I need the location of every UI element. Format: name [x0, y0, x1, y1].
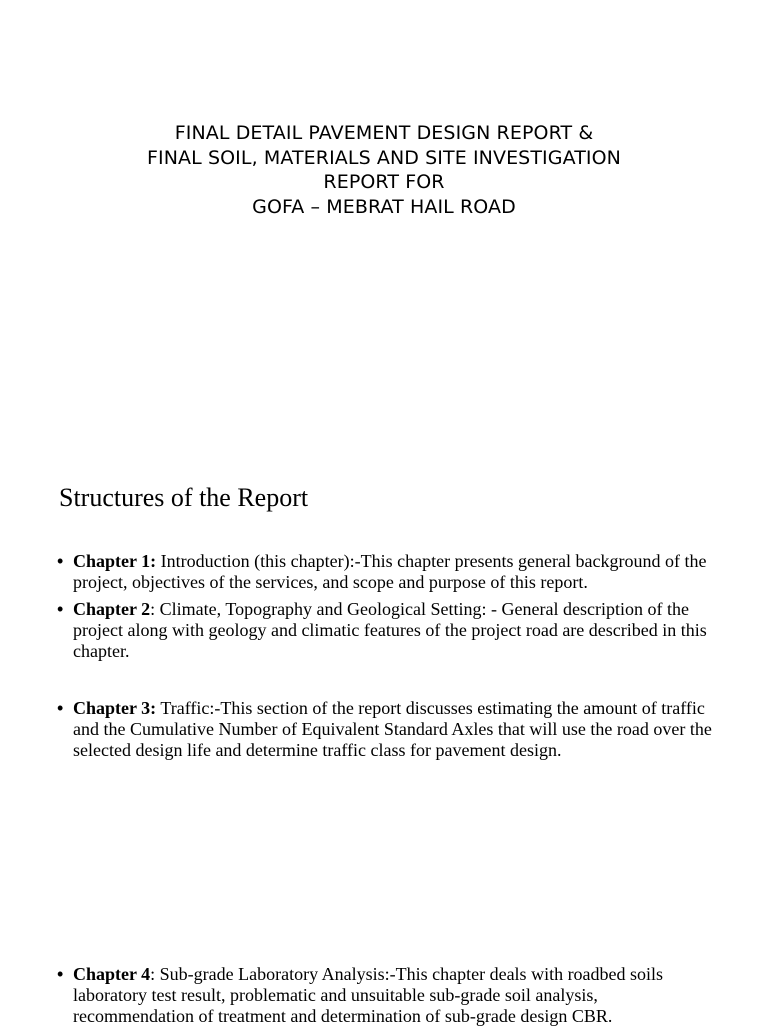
chapter-2-label: Chapter 2	[73, 599, 151, 619]
bullet-icon: •	[57, 551, 64, 571]
chapter-2-item	[57, 599, 717, 662]
chapter-1-label: Chapter 1:	[73, 551, 157, 571]
bullet-icon: •	[57, 599, 64, 619]
chapter-3-description: Traffic:-This section of the report discusses estimating the amount of traffic and the Cumulative Number of Equivalent Standard Axles that will use the road over the selected design life and determine traffic class for pavement design.	[73, 698, 712, 760]
chapter-4-item	[57, 964, 717, 1027]
report-title	[0, 121, 768, 219]
title-line-2: FINAL SOIL, MATERIALS AND SITE INVESTIGATION	[147, 146, 621, 169]
chapter-3-label: Chapter 3:	[73, 698, 157, 718]
chapter-2-description: : Climate, Topography and Geological Setting: - General description of the project along with geology and climatic features of the project road are described in this chapter.	[73, 599, 707, 661]
bullet-icon: •	[57, 698, 64, 718]
chapter-3-text	[73, 698, 717, 761]
chapter-1-description: Introduction (this chapter):-This chapter presents general background of the project, objectives of the services, and scope and purpose of this report.	[73, 551, 707, 592]
title-line-1: FINAL DETAIL PAVEMENT DESIGN REPORT &	[174, 122, 594, 144]
chapter-4-description: : Sub-grade Laboratory Analysis:-This chapter deals with roadbed soils laboratory test result, problematic and unsuitable sub-grade soil analysis, recommendation of treatment and determination of sub-grade design CBR.	[73, 964, 664, 1026]
chapter-4-label: Chapter 4	[73, 964, 151, 984]
title-line-4: GOFA – MEBRAT HAIL ROAD	[252, 195, 516, 218]
bullet-icon: •	[57, 964, 64, 984]
chapter-3-item	[57, 698, 717, 761]
section-heading: Structures of the Report	[59, 483, 309, 512]
chapter-2-text	[73, 599, 717, 662]
chapter-1-item	[57, 551, 717, 593]
chapter-1-text	[73, 551, 717, 593]
title-line-3: REPORT FOR	[323, 171, 445, 193]
chapter-4-text	[73, 964, 717, 1027]
